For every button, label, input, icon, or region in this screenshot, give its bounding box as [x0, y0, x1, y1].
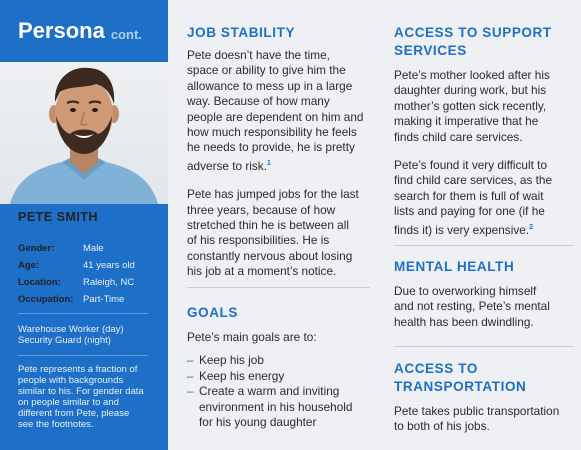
section-divider — [394, 245, 574, 246]
goal-text: Create a warm and inviting — [199, 384, 340, 399]
detail-row-age — [18, 257, 158, 274]
footnote-marker: 1 — [267, 159, 271, 167]
list-item — [187, 369, 372, 384]
note-line: on people similar to and — [18, 397, 119, 408]
note-line: Pete represents a fraction of — [18, 364, 138, 375]
section-heading — [394, 24, 574, 60]
transportation-section — [394, 360, 574, 435]
sidebar-header — [0, 0, 168, 62]
text-line: lists and paying for one (if he — [394, 204, 545, 219]
persona-jobs — [18, 324, 158, 346]
section-heading: GOALS — [187, 305, 239, 320]
goals-intro: Pete’s main goals are to: — [187, 330, 317, 344]
text-line: health has been dwindling. — [394, 314, 534, 329]
detail-value: Raleigh, NC — [83, 277, 135, 288]
text-line: constantly nervous about losing — [187, 248, 353, 263]
list-dash: – — [187, 384, 194, 399]
text-line: Pete’s found it very difficult to — [394, 158, 548, 173]
detail-label: Gender: — [18, 243, 55, 254]
text-fragment: finds it) is very expensive. — [394, 222, 530, 237]
list-item — [187, 384, 372, 430]
detail-row-gender — [18, 240, 158, 257]
persona-name: PETE SMITH — [18, 210, 99, 224]
goal-text: environment in his household — [199, 399, 353, 414]
text-line: Due to overworking himself — [394, 284, 537, 298]
text-line — [187, 156, 372, 174]
goals-section — [187, 304, 372, 430]
detail-label: Location: — [18, 277, 61, 288]
text-line: Pete has jumped jobs for the last — [187, 187, 359, 202]
detail-label: Occupation: — [18, 294, 74, 305]
text-line: to both of his jobs. — [394, 419, 490, 434]
support-paragraph-2 — [394, 158, 574, 238]
job-line: Warehouse Worker (day) — [18, 324, 124, 335]
job-stability-paragraph-2 — [187, 187, 372, 279]
section-heading: MENTAL HEALTH — [394, 259, 515, 274]
text-line: and not resting, Pete’s mental — [394, 299, 550, 314]
text-line: search for them is full of wait — [394, 188, 544, 203]
text-line: stretched thin he is between all — [187, 217, 349, 232]
heading-line: ACCESS TO SUPPORT — [394, 25, 552, 40]
page-title-suffix: cont. — [110, 26, 142, 42]
detail-label: Age: — [18, 260, 40, 271]
text-line: Pete takes public transportation — [394, 404, 560, 418]
persona-note — [18, 364, 158, 430]
heading-line: ACCESS TO — [394, 361, 478, 376]
text-line: of his responsibilities. He is — [187, 233, 330, 248]
text-line: finds child care services. — [394, 129, 523, 144]
text-line: he needs to provide, he is pretty — [187, 140, 355, 155]
job-stability-paragraph-1 — [187, 48, 372, 174]
note-line: see the footnotes. — [18, 419, 94, 430]
text-line: allowance to mess up in a large — [187, 78, 353, 93]
transportation-paragraph — [394, 404, 574, 435]
heading-line: TRANSPORTATION — [394, 379, 527, 394]
text-line: people are dependent on him and — [187, 109, 364, 124]
goal-text: Keep his energy — [199, 368, 285, 383]
text-line: space or ability to give him the — [187, 63, 346, 78]
mental-health-section — [394, 258, 574, 330]
section-divider — [187, 287, 370, 288]
mental-health-paragraph — [394, 284, 574, 330]
page-title: Persona — [18, 18, 105, 43]
goal-text: for his young daughter — [199, 415, 317, 430]
persona-photo — [0, 62, 168, 204]
text-line — [394, 220, 574, 238]
list-dash: – — [187, 368, 194, 383]
support-paragraph-1 — [394, 68, 574, 145]
sidebar-divider — [18, 355, 148, 356]
text-line: daughter during work, but his — [394, 83, 547, 98]
text-line: Pete’s mother looked after his — [394, 68, 550, 82]
goals-list — [187, 353, 372, 430]
note-line: different from Pete, please — [18, 408, 130, 419]
text-fragment: adverse to risk. — [187, 158, 267, 173]
persona-portrait-image — [0, 62, 168, 204]
note-line: similar to his. For gender data — [18, 386, 144, 397]
detail-value: Male — [83, 243, 104, 254]
text-line: three years, because of how — [187, 202, 336, 217]
sidebar-divider — [18, 313, 148, 314]
goal-text: Keep his job — [199, 353, 264, 368]
persona-details — [18, 240, 158, 308]
text-line: his job at a moment’s notice. — [187, 264, 337, 279]
text-line: how much responsibility he feels — [187, 125, 357, 140]
text-line: find child care services, as the — [394, 173, 553, 188]
heading-line: SERVICES — [394, 43, 467, 58]
text-line: way. Because of how many — [187, 94, 330, 109]
list-dash: – — [187, 353, 194, 368]
detail-value: Part-Time — [83, 294, 125, 305]
section-heading — [394, 360, 574, 396]
detail-value: 41 years old — [83, 260, 135, 271]
section-divider — [394, 346, 574, 347]
section-heading: JOB STABILITY — [187, 25, 296, 40]
footnote-marker: 2 — [529, 223, 533, 231]
detail-row-occupation — [18, 291, 158, 308]
support-services-section — [394, 24, 574, 238]
text-line: mother’s gotten sick recently, — [394, 98, 547, 113]
job-stability-section — [187, 24, 372, 280]
text-line: making it imperative that he — [394, 114, 539, 129]
detail-row-location — [18, 274, 158, 291]
note-line: people with backgrounds — [18, 375, 124, 386]
persona-name-bar — [0, 204, 168, 230]
list-item — [187, 353, 372, 368]
job-line: Security Guard (night) — [18, 335, 111, 346]
text-line: Pete doesn’t have the time, — [187, 48, 330, 62]
